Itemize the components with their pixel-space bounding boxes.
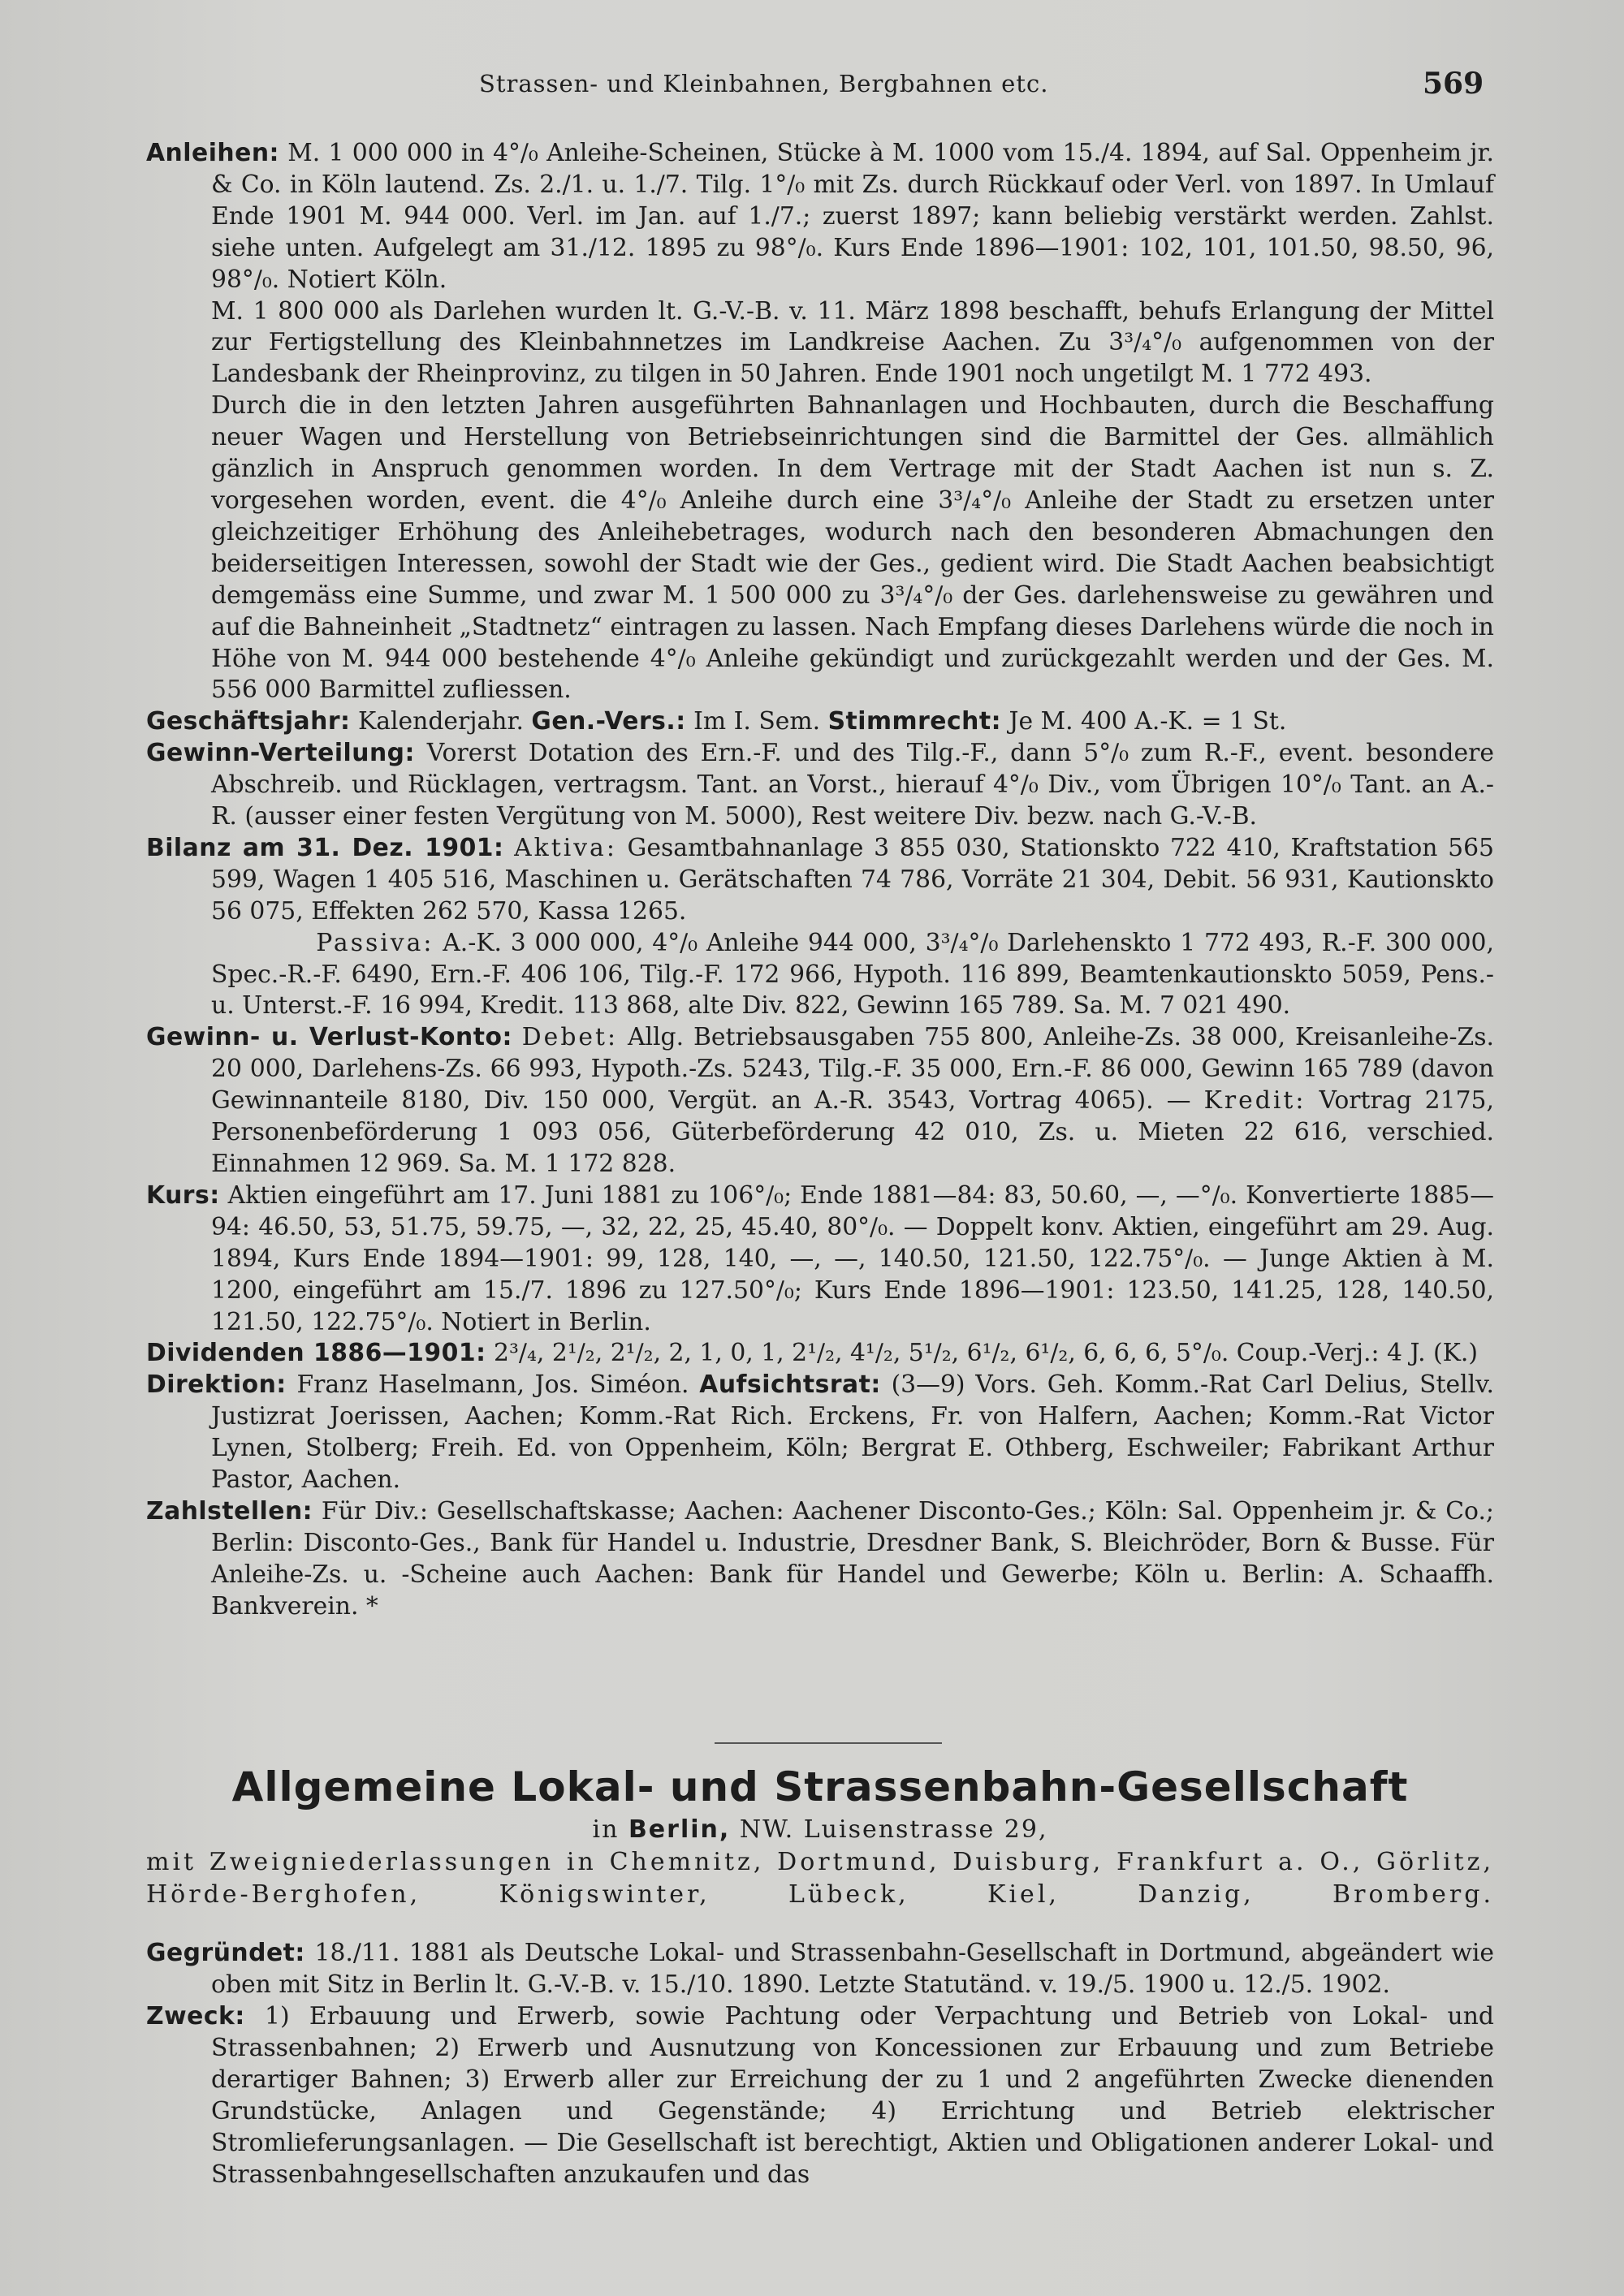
text-debet: Allg. Betriebsausgaben 755 800, Anleihe-Zs. 38 000, Kreisanleihe-Zs. 20 000, Darlehens-Zs. 66 993, Hypoth.-Zs. 5243, Tilg.-F. 35 000, Ern.-F. 86 000, Gewinn 165 789 (davon Gewinnanteile 8180, Div. 150 000, Vergüt. an A.-R. 3543, Vortrag 4065). —: [211, 1023, 1494, 1116]
entry-gegruendet: [146, 1937, 1494, 2000]
key-bilanz: Bilanz am 31. Dez. 1901:: [146, 833, 504, 862]
page-header: [0, 67, 1624, 110]
company-street: NW. Luisenstrasse 29,: [739, 1815, 1048, 1844]
label-kredit: Kredit:: [1203, 1086, 1307, 1116]
entry-gewinn-verlust: [146, 1022, 1494, 1180]
text-zweck: 1) Erbauung und Erwerb, sowie Pachtung oder Verpachtung und Betrieb von Lokal- und Strassenbahnen; 2) Erwerb und Ausnutzung von Koncessionen zur Erbauung und zum Betriebe derartiger Bahnen; 3) Erwerb aller zur Erreichung der zu 1 und 2 angeführten Zwecke dienenden Grundstücke, Anlagen und Gegenstände; 4) Errichtung und Betrieb elektrischer Stromlieferungsanlagen. — Die Gesellschaft ist berechtigt, Aktien und Obligationen anderer Lokal- und Strassenbahngesellschaften anzukaufen und das: [211, 2002, 1494, 2189]
key-kurs: Kurs:: [146, 1180, 220, 1210]
page-number: 569: [1423, 67, 1484, 101]
text-anleihen-darlehen: M. 1 800 000 als Darlehen wurden lt. G.-V.-B. v. 11. März 1898 beschafft, behufs Erlangung der Mittel zur Fertigstellung des Kleinbahnnetzes im Landkreise Aachen. Zu 3³/₄°/₀ aufgenommen von der Landesbank der Rheinprovinz, zu tilgen in 50 Jahren. Ende 1901 noch ungetilgt M. 1 772 493.: [211, 296, 1494, 389]
entry-zweck: [146, 2000, 1494, 2190]
entry-passiva: [146, 928, 1494, 1023]
company-branches: mit Zweigniederlassungen in Chemnitz, Dortmund, Duisburg, Frankfurt a. O., Görlitz, Hörde-Berghofen, Königswinter, Lübeck, Kiel, Danzig, Bromberg.: [146, 1848, 1494, 1909]
text-aufsichtsrat: (3—9) Vors. Geh. Komm.-Rat Carl Delius, Stellv. Justizrat Joerissen, Aachen; Komm.-Rat Rich. Erckens, Fr. von Halfern, Aachen; Komm.-Rat Victor Lynen, Stolberg; Freih. Ed. von Oppenheim, Köln; Bergrat E. Othberg, Eschweiler; Fabrikant Arthur Pastor, Aachen.: [211, 1370, 1494, 1495]
key-direktion: Direktion:: [146, 1370, 287, 1400]
text-aktiva: Gesamtbahnanlage 3 855 030, Stationskto 722 410, Kraftstation 565 599, Wagen 1 405 516, Maschinen u. Gerätschaften 74 786, Vorräte 21 304, Debit. 56 931, Kautionskto 56 075, Effekten 262 570, Kassa 1265.: [211, 833, 1494, 926]
entry-anleihen-darlehen: [146, 296, 1494, 391]
running-title: Strassen- und Kleinbahnen, Bergbahnen etc.: [479, 70, 1049, 97]
entry-anleihen: [146, 138, 1494, 296]
text-anleihen-note: Durch die in den letzten Jahren ausgeführten Bahnanlagen und Hochbauten, durch die Beschaffung neuer Wagen und Herstellung von Betriebseinrichtungen sind die Barmittel der Ges. allmählich gänzlich in Anspruch genommen worden. In dem Vertrage mit der Stadt Aachen ist nun s. Z. vorgesehen worden, event. die 4°/₀ Anleihe durch eine 3³/₄°/₀ Anleihe der Stadt zu ersetzen unter gleichzeitiger Erhöhung des Anleihebetrages, wodurch nach den besonderen Abmachungen den beiderseitigen Interessen, sowohl der Stadt wie der Ges., gedient wird. Die Stadt Aachen beabsichtigt demgemäss eine Summe, und zwar M. 1 500 000 zu 3³/₄°/₀ der Ges. darlehensweise zu gewähren und auf die Bahneinheit „Stadtnetz“ eintragen zu lassen. Nach Empfang dieses Darlehens würde die noch in Höhe von M. 944 000 bestehende 4°/₀ Anleihe gekündigt und zurückgezahlt werden und der Ges. M. 556 000 Barmittel zufliessen.: [211, 391, 1494, 705]
text-kredit: Vortrag 2175, Personenbeförderung 1 093 056, Güterbeförderung 42 010, Zs. u. Mieten 22 616, verschied. Einnahmen 12 969. Sa. M. 1 172 828.: [211, 1086, 1494, 1178]
text-stimmrecht: Je M. 400 A.-K. = 1 St.: [1009, 707, 1287, 736]
text-dividenden: 2³/₄, 2¹/₂, 2¹/₂, 2, 1, 0, 1, 2¹/₂, 4¹/₂, 5¹/₂, 6¹/₂, 6¹/₂, 6, 6, 6, 5°/₀. Coup.-Verj.: 4 J. (K.): [494, 1339, 1478, 1368]
entry-zahlstellen: [146, 1496, 1494, 1623]
label-passiva: Passiva:: [316, 928, 434, 957]
key-anleihen: Anleihen:: [146, 139, 279, 167]
section-divider: [715, 1742, 942, 1744]
text-gegruendet: 18./11. 1881 als Deutsche Lokal- und Strassenbahn-Gesellschaft in Dortmund, abgeändert wie oben mit Sitz in Berlin lt. G.-V.-B. v. 15./10. 1890. Letzte Statutänd. v. 19./5. 1900 u. 12./5. 1902.: [211, 1939, 1494, 1999]
key-zweck: Zweck:: [146, 2002, 245, 2031]
key-gen-vers: Gen.-Vers.:: [531, 707, 686, 736]
key-gewinn-verteilung: Gewinn-Verteilung:: [146, 739, 415, 768]
key-stimmrecht: Stimmrecht:: [827, 707, 1002, 736]
label-debet: Debet:: [521, 1023, 619, 1052]
label-aktiva: Aktiva:: [514, 833, 617, 862]
text-gewinn-verteilung: Vorerst Dotation des Ern.-F. und des Tilg.-F., dann 5°/₀ zum R.-F., event. besondere Abschreib. und Rücklagen, vertragsm. Tant. an Vorst., hierauf 4°/₀ Div., vom Übrigen 10°/₀ Tant. an A.-R. (ausser einer festen Vergütung von M. 5000), Rest weitere Div. bezw. nach G.-V.-B.: [211, 739, 1494, 831]
key-gegruendet: Gegründet:: [146, 1939, 305, 1967]
company-name: Allgemeine Lokal- und Strassenbahn-Gesellschaft: [231, 1763, 1409, 1810]
text-zahlstellen: Für Div.: Gesellschaftskasse; Aachen: Aachener Disconto-Ges.; Köln: Sal. Oppenheim jr. & Co.; Berlin: Disconto-Ges., Bank für Handel u. Industrie, Dresdner Bank, S. Bleichröder, Born & Busse. Für Anleihe-Zs. u. -Scheine auch Aachen: Bank für Handel und Gewerbe; Köln u. Berlin: A. Schaaffh. Bankverein. *: [211, 1496, 1494, 1621]
text-passiva: A.-K. 3 000 000, 4°/₀ Anleihe 944 000, 3³/₄°/₀ Darlehenskto 1 772 493, R.-F. 300 000, Spec.-R.-F. 6490, Ern.-F. 406 106, Tilg.-F. 172 966, Hypoth. 116 899, Beamtenkautionskto 5059, Pens.- u. Unterst.-F. 16 994, Kredit. 113 868, alte Div. 822, Gewinn 165 789. Sa. M. 7 021 490.: [211, 928, 1494, 1021]
section-berlin-company: [146, 1937, 1494, 2190]
entry-dividenden: [146, 1338, 1494, 1370]
text-geschaeftsjahr: Kalenderjahr.: [357, 707, 524, 736]
company-heading: [146, 1760, 1494, 1911]
company-city: Berlin,: [628, 1815, 731, 1844]
company-address: [146, 1814, 1494, 1846]
entry-kurs: [146, 1180, 1494, 1339]
text-direktion: Franz Haselmann, Jos. Siméon.: [296, 1370, 689, 1400]
key-zahlstellen: Zahlstellen:: [146, 1496, 313, 1526]
key-gewinn-verlust: Gewinn- u. Verlust-Konto:: [146, 1023, 512, 1052]
key-geschaeftsjahr: Geschäftsjahr:: [146, 707, 351, 736]
entry-bilanz: [146, 833, 1494, 928]
entry-gewinn-verteilung: [146, 738, 1494, 833]
entry-direktion: [146, 1370, 1494, 1496]
text-anleihen: M. 1 000 000 in 4°/₀ Anleihe-Scheinen, Stücke à M. 1000 vom 15./4. 1894, auf Sal. Oppenheim jr. & Co. in Köln lautend. Zs. 2./1. u. 1./7. Tilg. 1°/₀ mit Zs. durch Rückkauf oder Verl. von 1897. In Umlauf Ende 1901 M. 944 000. Verl. im Jan. auf 1./7.; zuerst 1897; kann beliebig verstärkt werden. Zahlst. siehe unten. Aufgelegt am 31./12. 1895 zu 98°/₀. Kurs Ende 1896—1901: 102, 101, 101.50, 98.50, 96, 98°/₀. Notiert Köln.: [211, 139, 1494, 294]
key-dividenden: Dividenden 1886—1901:: [146, 1339, 486, 1368]
section-aachen-company: [146, 138, 1494, 1623]
text-gen-vers: Im I. Sem.: [693, 707, 821, 736]
address-prefix: in: [592, 1815, 620, 1844]
text-kurs: Aktien eingeführt am 17. Juni 1881 zu 106°/₀; Ende 1881—84: 83, 50.60, —, —°/₀. Konvertierte 1885—94: 46.50, 53, 51.75, 59.75, —, 32, 22, 25, 45.40, 80°/₀. — Doppelt konv. Aktien, eingeführt am 29. Aug. 1894, Kurs Ende 1894—1901: 99, 128, 140, —, —, 140.50, 121.50, 122.75°/₀. — Junge Aktien à M. 1200, eingeführt am 15./7. 1896 zu 127.50°/₀; Kurs Ende 1896—1901: 123.50, 141.25, 128, 140.50, 121.50, 122.75°/₀. Notiert in Berlin.: [211, 1180, 1494, 1336]
entry-geschaeftsjahr: [146, 706, 1494, 738]
entry-anleihen-note: [146, 391, 1494, 706]
key-aufsichtsrat: Aufsichtsrat:: [699, 1370, 881, 1400]
